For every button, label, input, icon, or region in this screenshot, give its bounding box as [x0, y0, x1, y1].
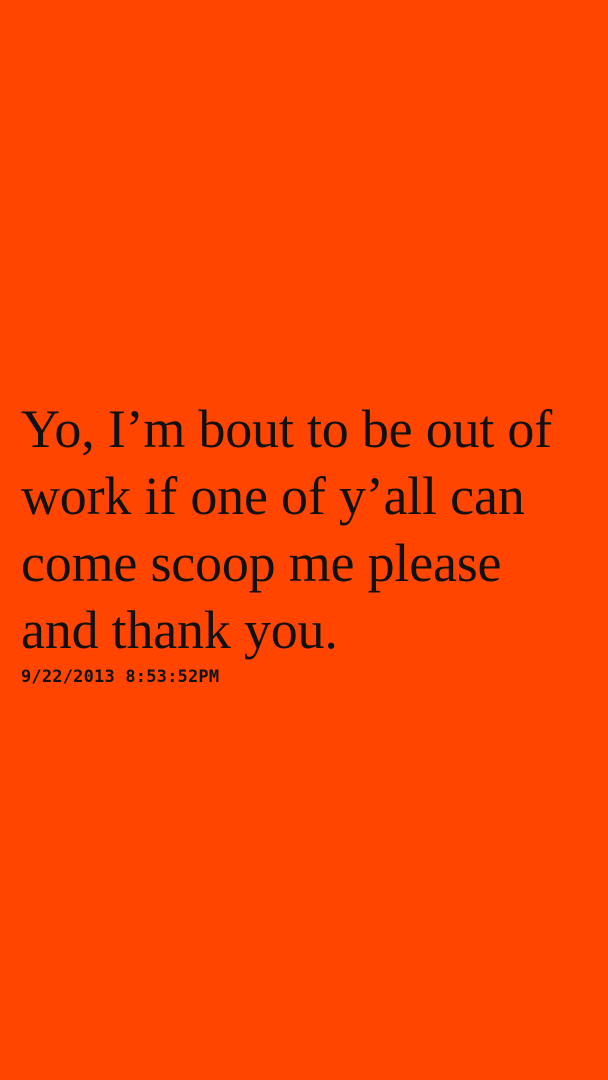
- message-timestamp: 9/22/2013 8:53:52PM: [21, 667, 220, 687]
- message-text: Yo, I’m bout to be out of work if one of y’all can come scoop me please and thank you.: [21, 399, 553, 660]
- message-block: [21, 396, 591, 688]
